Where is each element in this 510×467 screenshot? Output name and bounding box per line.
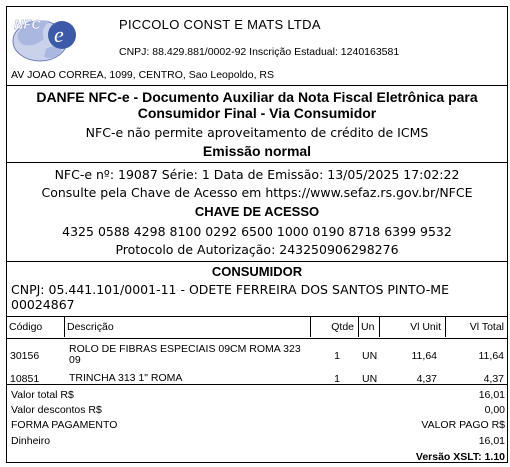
- item-qty: 1: [334, 373, 340, 385]
- item-unit: UN: [362, 373, 378, 385]
- document-title-line1: DANFE NFC-e - Documento Auxiliar da Nota Fiscal Eletrônica para: [36, 89, 478, 105]
- item-unit-price: 4,37: [416, 373, 437, 385]
- company-address: AV JOAO CORREA, 1099, CENTRO, Sao Leopoldo, RS: [11, 69, 274, 81]
- item-unit: UN: [362, 350, 378, 362]
- divider: [7, 384, 507, 385]
- payment-row: [11, 435, 505, 449]
- logo-text: NFC: [14, 17, 41, 32]
- payment-method-label: FORMA PAGAMENTO: [11, 419, 118, 431]
- nfc-e-logo-icon: [10, 11, 84, 67]
- divider: [7, 261, 507, 262]
- divider: [7, 162, 507, 163]
- column-header-code: Código: [9, 321, 43, 333]
- payment-amount: 16,01: [478, 435, 505, 447]
- access-key: 4325 0588 4298 8100 0292 6500 1000 0190 8718 6399 9532: [62, 224, 452, 239]
- document-title: [7, 89, 507, 121]
- total-value: 16,01: [478, 389, 505, 401]
- emission-mode: Emissão normal: [202, 143, 312, 159]
- column-header-unit: Un: [358, 317, 379, 337]
- divider: [7, 85, 507, 86]
- item-total: 4,37: [483, 373, 504, 385]
- item-code: 10851: [10, 373, 40, 385]
- column-header-description: Descrição: [64, 317, 310, 337]
- payment-header-row: [11, 419, 505, 433]
- nfce-info: NFC-e nº: 19087 Série: 1 Data de Emissão: 13/05/2025 17:02:22: [54, 167, 460, 182]
- column-header-qty: Qtde: [310, 317, 358, 337]
- no-icms-credit-notice: NFC-e não permite aproveitamento de crédito de ICMS: [85, 125, 429, 140]
- document-title-line2: Consumidor Final - Via Consumidor: [137, 105, 377, 121]
- authorization-protocol: Protocolo de Autorização: 243250906298276: [115, 242, 399, 257]
- total-row: [11, 389, 505, 403]
- divider: [7, 338, 507, 339]
- company-cnpj-ie: CNPJ: 88.429.881/0002-92 Inscrição Estadual: 1240163581: [119, 46, 400, 58]
- discount-row: [11, 404, 505, 418]
- xslt-version: Versão XSLT: 1.10: [415, 451, 505, 463]
- amount-paid-label: VALOR PAGO R$: [421, 419, 505, 431]
- receipt-header: [7, 7, 507, 91]
- item-description: ROLO DE FIBRAS ESPECIAIS 09CM ROMA 323 09: [69, 343, 301, 366]
- payment-method: Dinheiro: [11, 435, 51, 447]
- total-label: Valor total R$: [11, 389, 74, 401]
- consumer-identification: CNPJ: 05.441.101/0001-11 - ODETE FERREIRA DOS SANTOS PINTO-ME 00024867: [11, 282, 449, 312]
- item-code: 30156: [10, 350, 40, 362]
- item-unit-price: 11,64: [411, 350, 437, 362]
- item-total: 11,64: [478, 350, 504, 362]
- company-name: PICCOLO CONST E MATS LTDA: [119, 17, 321, 32]
- access-key-title: CHAVE DE ACESSO: [194, 204, 320, 219]
- danfe-nfce-receipt: [6, 6, 508, 463]
- column-header-total: Vl Total: [445, 317, 507, 337]
- logo-letter: e: [54, 22, 64, 47]
- discount-label: Valor descontos R$: [11, 404, 102, 416]
- item-qty: 1: [334, 350, 340, 362]
- item-description: TRINCHA 313 1" ROMA: [69, 372, 183, 384]
- consult-url: Consulte pela Chave de Acesso em https://www.sefaz.rs.gov.br/NFCE: [41, 185, 473, 200]
- consumer-title: CONSUMIDOR: [211, 264, 303, 279]
- column-header-unit-price: Vl Unit: [379, 317, 445, 337]
- discount-value: 0,00: [484, 404, 505, 416]
